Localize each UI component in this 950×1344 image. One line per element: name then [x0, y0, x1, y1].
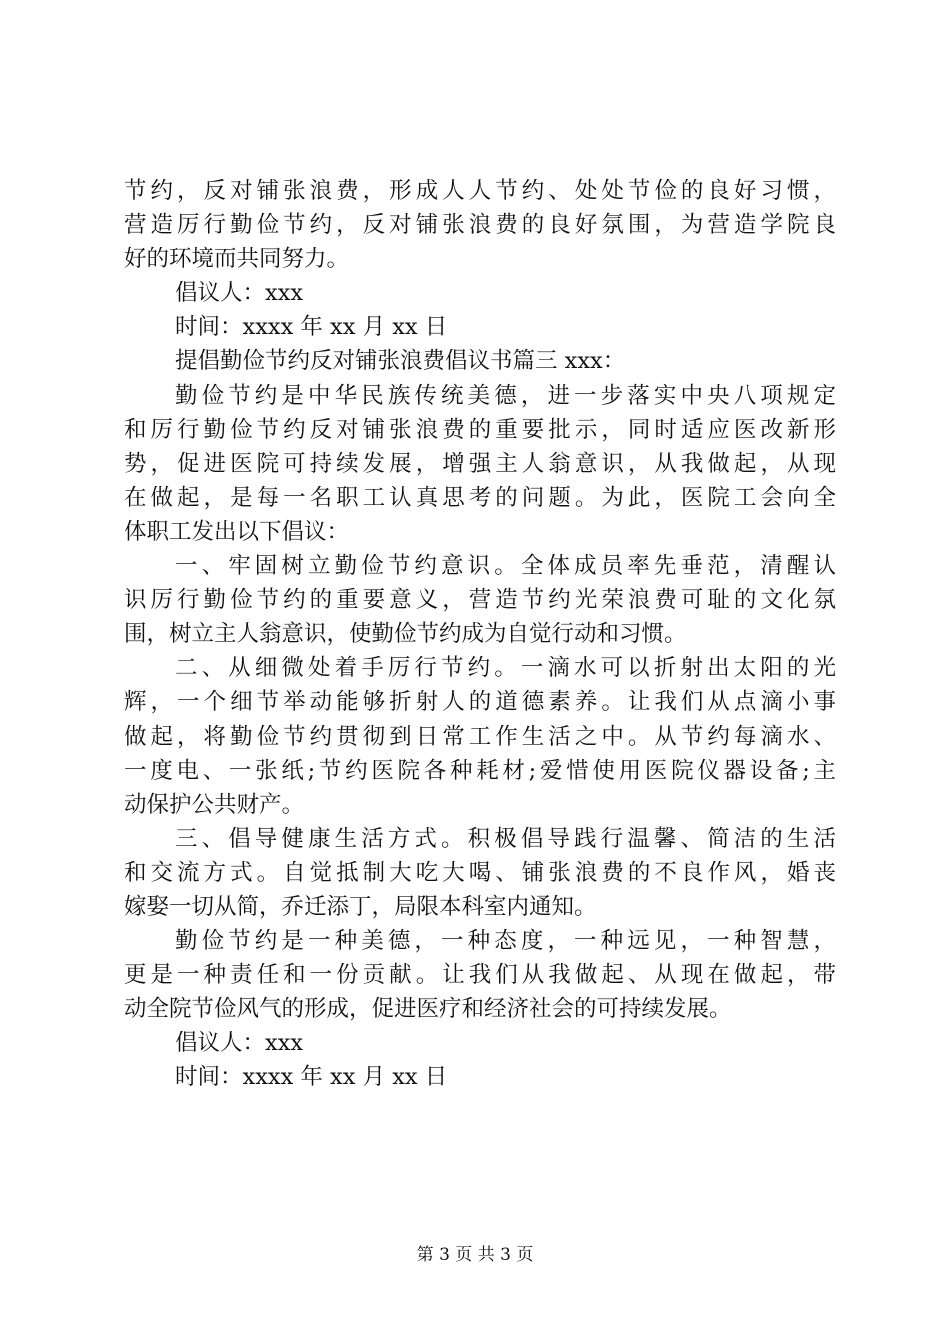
- text-line: 勤俭节约是一种美德，一种态度，一种远见，一种智慧，: [175, 928, 836, 955]
- text-line: 节约，反对铺张浪费，形成人人节约、处处节俭的良好习惯，: [124, 178, 836, 204]
- text-line: 二、从细微处着手厉行节约。一滴水可以折射出太阳的光: [175, 655, 836, 682]
- text-line: 辉，一个细节举动能够折射人的道德素养。让我们从点滴小事: [124, 689, 836, 716]
- text-line: 在做起，是每一名职工认真思考的问题。为此，医院工会向全: [124, 484, 836, 511]
- text-line: 勤俭节约是中华民族传统美德，进一步落实中央八项规定: [175, 382, 836, 409]
- text-line: 三、倡导健康生活方式。积极倡导践行温馨、简洁的生活: [175, 825, 836, 852]
- text-line: 时间：xxxx 年 xx 月 xx 日: [175, 314, 448, 341]
- text-line: 识厉行勤俭节约的重要意义，营造节约光荣浪费可耻的文化氛: [124, 587, 836, 614]
- text-line: 营造厉行勤俭节约，反对铺张浪费的良好氛围，为营造学院良: [124, 212, 836, 239]
- text-line: 动全院节俭风气的形成，促进医疗和经济社会的可持续发展。: [124, 996, 732, 1023]
- text-line: 提倡勤俭节约反对铺张浪费倡议书篇三 xxx：: [175, 348, 626, 375]
- text-line: 体职工发出以下倡议：: [124, 518, 350, 545]
- document-body: [124, 174, 836, 1095]
- text-line: 和厉行勤俭节约反对铺张浪费的重要批示，同时适应医改新形: [124, 416, 836, 443]
- text-line: 倡议人：xxx: [175, 280, 304, 307]
- text-line: 一、牢固树立勤俭节约意识。全体成员率先垂范，清醒认: [175, 553, 836, 580]
- page-footer: 第 3 页 共 3 页: [416, 1245, 534, 1265]
- text-line: 嫁娶一切从简，乔迁添丁，局限本科室内通知。: [124, 893, 597, 920]
- text-line: 倡议人：xxx: [175, 1030, 304, 1057]
- text-line: 围，树立主人翁意识，使勤俭节约成为自觉行动和习惯。: [124, 621, 687, 648]
- text-line: 做起，将勤俭节约贯彻到日常工作生活之中。从节约每滴水、: [124, 723, 836, 750]
- text-line: 一度电、一张纸;节约医院各种耗材;爱惜使用医院仪器设备;主: [124, 757, 836, 784]
- text-line: 势，促进医院可持续发展，增强主人翁意识，从我做起，从现: [124, 450, 836, 477]
- text-line: 好的环境而共同努力。: [124, 246, 350, 273]
- text-line: 和交流方式。自觉抵制大吃大喝、铺张浪费的不良作风，婚丧: [124, 859, 836, 886]
- text-line: 动保护公共财产。: [124, 791, 305, 818]
- text-line: 时间：xxxx 年 xx 月 xx 日: [175, 1064, 448, 1091]
- text-line: 更是一种责任和一份贡献。让我们从我做起、从现在做起，带: [124, 962, 836, 989]
